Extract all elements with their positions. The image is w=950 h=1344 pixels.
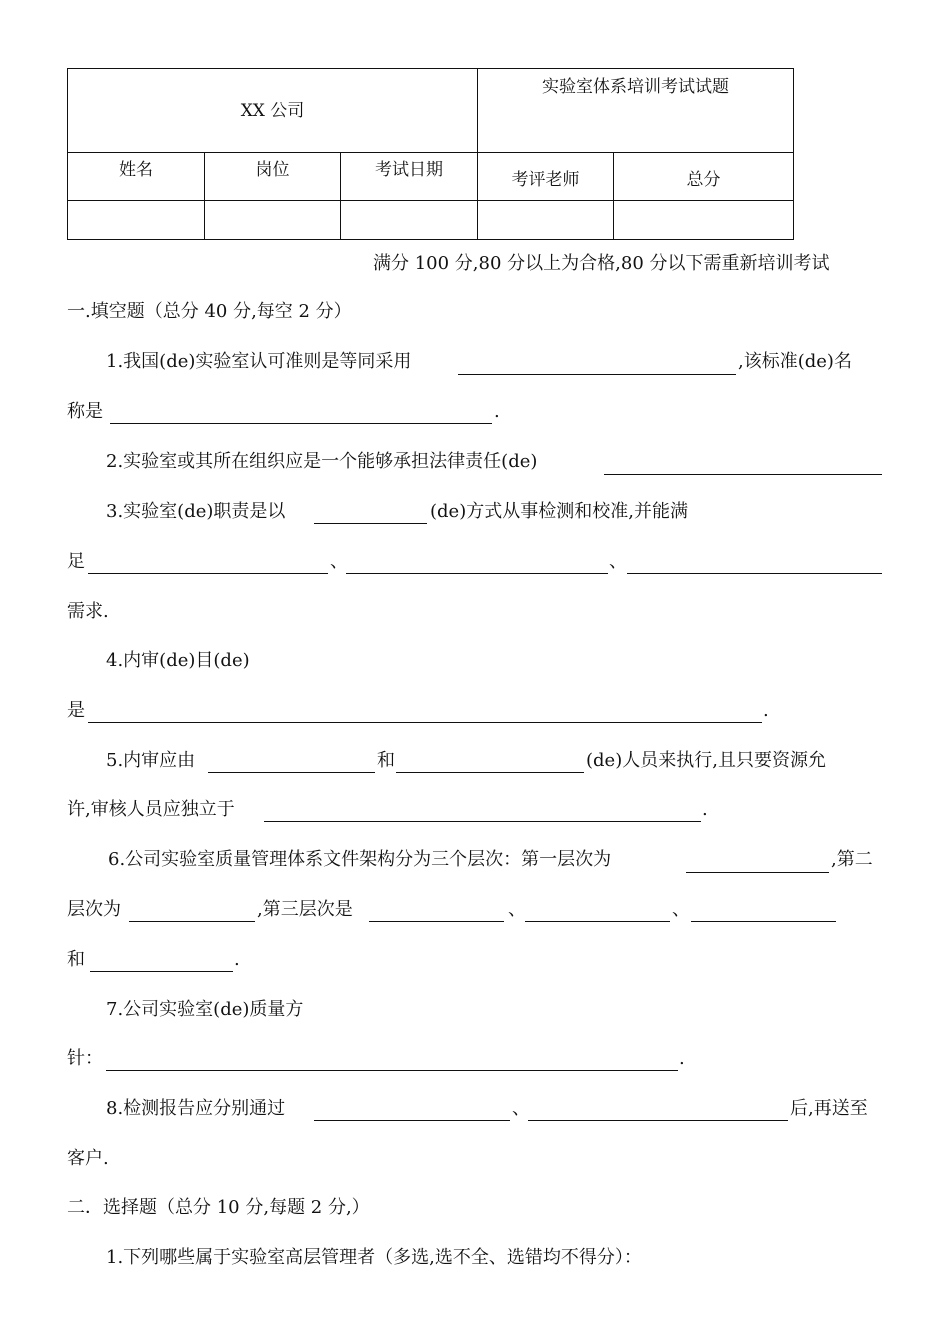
q6-blank-4[interactable] bbox=[525, 921, 670, 922]
q5-text-e: . bbox=[702, 799, 708, 820]
q8-text-b: 后,再送至 bbox=[790, 1098, 868, 1119]
q7-text-b: 针： bbox=[67, 1048, 103, 1069]
grader-label: 考评老师 bbox=[511, 170, 580, 190]
q6-separator-2: 、 bbox=[672, 899, 690, 920]
section2-q1-text: 1.下列哪些属于实验室高层管理者（多选,选不全、选错均不得分）： bbox=[106, 1247, 642, 1268]
q5-text-b: 和 bbox=[377, 750, 395, 771]
exam-date-field[interactable] bbox=[341, 201, 478, 240]
total-score-field[interactable] bbox=[614, 201, 794, 240]
q7-text-a: 7.公司实验室(de)质量方 bbox=[106, 999, 304, 1020]
section1-title: 一.填空题（总分 40 分,每空 2 分） bbox=[67, 301, 352, 322]
q5-blank-1[interactable] bbox=[208, 772, 375, 773]
q6-blank-6[interactable] bbox=[90, 971, 233, 972]
q3-separator-1: 、 bbox=[330, 551, 348, 572]
position-label: 岗位 bbox=[255, 160, 290, 180]
q6-text-e: 和 bbox=[67, 949, 85, 970]
q4-blank-1[interactable] bbox=[88, 722, 762, 723]
q8-text-c: 客户. bbox=[67, 1148, 109, 1169]
q2-text-a: 2.实验室或其所在组织应是一个能够承担法律责任(de) bbox=[106, 451, 538, 472]
q6-text-b: ,第二 bbox=[831, 849, 873, 870]
position-field[interactable] bbox=[205, 201, 341, 240]
exam-header-table bbox=[67, 68, 794, 240]
q8-separator: 、 bbox=[512, 1098, 530, 1119]
name-label-cell bbox=[68, 153, 205, 201]
exam-title-cell bbox=[478, 69, 794, 153]
q6-blank-2[interactable] bbox=[129, 921, 255, 922]
company-cell bbox=[68, 69, 478, 153]
company-name: XX 公司 bbox=[240, 101, 305, 121]
q3-blank-3[interactable] bbox=[346, 573, 608, 574]
q5-blank-2[interactable] bbox=[396, 772, 584, 773]
q1-blank-1[interactable] bbox=[458, 374, 736, 375]
q3-blank-2[interactable] bbox=[88, 573, 328, 574]
q6-blank-5[interactable] bbox=[691, 921, 836, 922]
q3-text-c: 足 bbox=[67, 551, 85, 572]
q8-blank-1[interactable] bbox=[314, 1120, 510, 1121]
q1-text-b: ,该标准(de)名 bbox=[738, 351, 852, 372]
q1-text-c: 称是 bbox=[67, 401, 103, 422]
q1-text-d: . bbox=[494, 401, 500, 422]
q6-text-d: ,第三层次是 bbox=[257, 899, 353, 920]
total-score-label: 总分 bbox=[686, 170, 721, 190]
passing-note: 满分 100 分,80 分以上为合格,80 分以下需重新培训考试 bbox=[373, 253, 830, 274]
q3-blank-1[interactable] bbox=[314, 523, 427, 524]
name-label: 姓名 bbox=[119, 160, 153, 180]
q6-blank-3[interactable] bbox=[369, 921, 504, 922]
q3-blank-4[interactable] bbox=[627, 573, 882, 574]
q1-text-a: 1.我国(de)实验室认可准则是等同采用 bbox=[106, 351, 412, 372]
exam-title: 实验室体系培训考试试题 bbox=[542, 77, 730, 97]
q1-blank-2[interactable] bbox=[110, 423, 492, 424]
q5-blank-3[interactable] bbox=[264, 821, 701, 822]
total-score-label-cell bbox=[614, 153, 794, 201]
q2-blank-1[interactable] bbox=[604, 474, 882, 475]
q3-text-d: 需求. bbox=[67, 601, 109, 622]
name-field[interactable] bbox=[68, 201, 205, 240]
q5-text-c: (de)人员来执行,且只要资源允 bbox=[586, 750, 826, 771]
q7-text-c: . bbox=[679, 1048, 685, 1069]
exam-date-label: 考试日期 bbox=[375, 160, 443, 180]
q6-separator-1: 、 bbox=[508, 899, 526, 920]
q6-text-a: 6.公司实验室质量管理体系文件架构分为三个层次：第一层次为 bbox=[108, 849, 612, 870]
q3-separator-2: 、 bbox=[609, 551, 627, 572]
grader-field[interactable] bbox=[478, 201, 614, 240]
q6-text-f: . bbox=[234, 949, 240, 970]
q6-text-c: 层次为 bbox=[67, 899, 121, 920]
q4-text-a: 4.内审(de)目(de) bbox=[106, 650, 250, 671]
q8-blank-2[interactable] bbox=[528, 1120, 788, 1121]
q4-text-b: 是 bbox=[67, 700, 85, 721]
q6-blank-1[interactable] bbox=[686, 872, 829, 873]
q5-text-d: 许,审核人员应独立于 bbox=[67, 799, 235, 820]
q3-text-a: 3.实验室(de)职责是以 bbox=[106, 501, 286, 522]
q4-text-c: . bbox=[763, 700, 769, 721]
q3-text-b: (de)方式从事检测和校准,并能满 bbox=[430, 501, 688, 522]
grader-label-cell bbox=[478, 153, 614, 201]
q7-blank-1[interactable] bbox=[106, 1070, 678, 1071]
q8-text-a: 8.检测报告应分别通过 bbox=[106, 1098, 286, 1119]
q5-text-a: 5.内审应由 bbox=[106, 750, 196, 771]
section2-title: 二．选择题（总分 10 分,每题 2 分,） bbox=[67, 1197, 370, 1218]
exam-date-label-cell bbox=[341, 153, 478, 201]
position-label-cell bbox=[205, 153, 341, 201]
